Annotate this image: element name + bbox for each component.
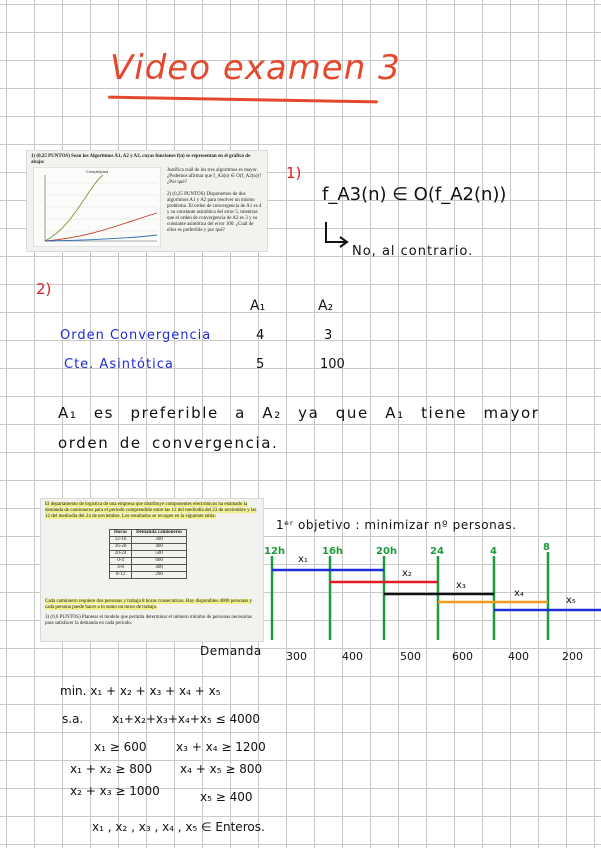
demand-4-8: 400 bbox=[508, 650, 529, 663]
question-1-side-text bbox=[167, 168, 263, 234]
demand-16-20: 400 bbox=[342, 650, 363, 663]
hour-12: 12h bbox=[264, 546, 286, 557]
diagram-objective: 1ᵉʳ objetivo : minimizar nº personas. bbox=[276, 518, 517, 532]
answer-1-label: 1) bbox=[286, 164, 302, 182]
table-header-hours: Horas bbox=[110, 530, 132, 537]
row-convergence-a2: 3 bbox=[324, 328, 333, 343]
model-st-label: s.a. bbox=[62, 712, 84, 726]
demand-20-24: 500 bbox=[400, 650, 421, 663]
answer-1-statement: f_A3(n) ∈ O(f_A2(n)) bbox=[322, 184, 507, 205]
label-x4: x₄ bbox=[514, 588, 524, 599]
table-header-demand: Demanda camioneros bbox=[132, 530, 187, 537]
answer-1-text: No, al contrario. bbox=[352, 244, 474, 259]
column-a2: A₂ bbox=[318, 298, 334, 314]
hour-8: 8 bbox=[543, 542, 550, 553]
question-3-image bbox=[40, 498, 264, 642]
page-title: Video examen 3 bbox=[110, 48, 401, 88]
conclusion-line-2: orden de convergencia. bbox=[58, 434, 279, 452]
row-asymptotic-a1: 5 bbox=[256, 357, 265, 372]
row-convergence-a1: 4 bbox=[256, 328, 265, 343]
table-row: 16-20 400 bbox=[110, 544, 187, 551]
table-row: 20-24 500 bbox=[110, 551, 187, 558]
label-x1: x₁ bbox=[298, 554, 308, 565]
title-underline bbox=[108, 96, 378, 104]
question-1-image bbox=[26, 150, 268, 252]
question-1-text: Justifica cuál de los tres algoritmos es mayor. ¿Podemos afirmar que f_A3(n) ∈ O(f_A2(n))? ¿Por qué? bbox=[167, 168, 262, 185]
constraint-total: x₁+x₂+x₃+x₄+x₅ ≤ 4000 bbox=[112, 712, 261, 726]
column-a1: A₁ bbox=[250, 298, 266, 314]
question-3-prompt: 3) (0,6 PUNTOS) Plantear el modelo que permita determinar el número mínimo de personas necesarias para satisfacer la demanda en cada periodo. bbox=[45, 615, 252, 626]
demand-12-16: 300 bbox=[286, 650, 307, 663]
label-x2: x₂ bbox=[402, 568, 412, 579]
model-domain: x₁ , x₂ , x₃ , x₄ , x₅ ∈ Enteros. bbox=[92, 820, 265, 834]
label-x5: x₅ bbox=[566, 595, 576, 606]
demand-8-12: 200 bbox=[562, 650, 583, 663]
question-3-conditions: Cada camionero requiere dos personas y trabaja 8 horas consecutivas. Hay disponibles 4000 personas y cada persona puede hacer a lo sumo un turno de trabajo. bbox=[45, 599, 253, 610]
row-asymptotic-a2: 100 bbox=[320, 357, 345, 372]
hour-24: 24 bbox=[430, 546, 444, 557]
row-asymptotic-label: Cte. Asintótica bbox=[64, 357, 174, 372]
complexity-chart bbox=[33, 167, 161, 247]
question-2-text: 2) (0,25 PUNTOS) Disponemos de dos algoritmos A1 y A2 para resolver un mismo problema. El orden de convergencia de A1 es 4 y su constante asintótica del error 5, mientras que el orden de convergencia de A2 es 3 y su constante asintótica del error 100. ¿Cuál de ellos es preferible y por qué? bbox=[167, 192, 262, 233]
demand-label: Demanda bbox=[200, 644, 262, 658]
model-objective: min. x₁ + x₂ + x₃ + x₄ + x₅ bbox=[60, 684, 221, 698]
demand-table bbox=[109, 529, 187, 579]
constraint-6: x₅ ≥ 400 bbox=[200, 790, 253, 804]
answer-2-label: 2) bbox=[36, 280, 52, 298]
constraint-1: x₁ ≥ 600 bbox=[94, 740, 147, 754]
hour-16: 16h bbox=[322, 546, 344, 557]
table-row: 0-4 600 bbox=[110, 558, 187, 565]
constraint-4: x₄ + x₅ ≥ 800 bbox=[180, 762, 263, 776]
table-row: 4-8 400 bbox=[110, 565, 187, 572]
constraint-5: x₂ + x₃ ≥ 1000 bbox=[70, 784, 160, 798]
row-convergence-label: Orden Convergencia bbox=[60, 328, 212, 343]
question-1-header: 1) (0,25 PUNTOS) Sean los Algoritmos A1, A2 y A3, cuyas funciones f(n) se representan en el gráfico de abajo: bbox=[31, 154, 251, 165]
hour-4: 4 bbox=[490, 546, 497, 557]
conclusion-line-1: A₁ es preferible a A₂ ya que A₁ tiene mayor bbox=[58, 404, 540, 422]
question-3-statement: El departamento de logística de una empresa que distribuye componentes electrónicos ha estimado la demanda de camioneros para el periodo comprendido entre las 12 del mediodía del 23 de noviembre y las 12 del mediodía del 24 de noviembre. Los resultados se recogen en la siguiente tabla: bbox=[45, 502, 257, 519]
constraint-2: x₃ + x₄ ≥ 1200 bbox=[176, 740, 266, 754]
constraint-3: x₁ + x₂ ≥ 800 bbox=[70, 762, 153, 776]
hour-20: 20h bbox=[376, 546, 398, 557]
chart-label: Complejidad bbox=[85, 169, 109, 174]
table-row: 8-12 200 bbox=[110, 572, 187, 579]
demand-0-4: 600 bbox=[452, 650, 473, 663]
table-row: 12-16 300 bbox=[110, 537, 187, 544]
label-x3: x₃ bbox=[456, 580, 466, 591]
